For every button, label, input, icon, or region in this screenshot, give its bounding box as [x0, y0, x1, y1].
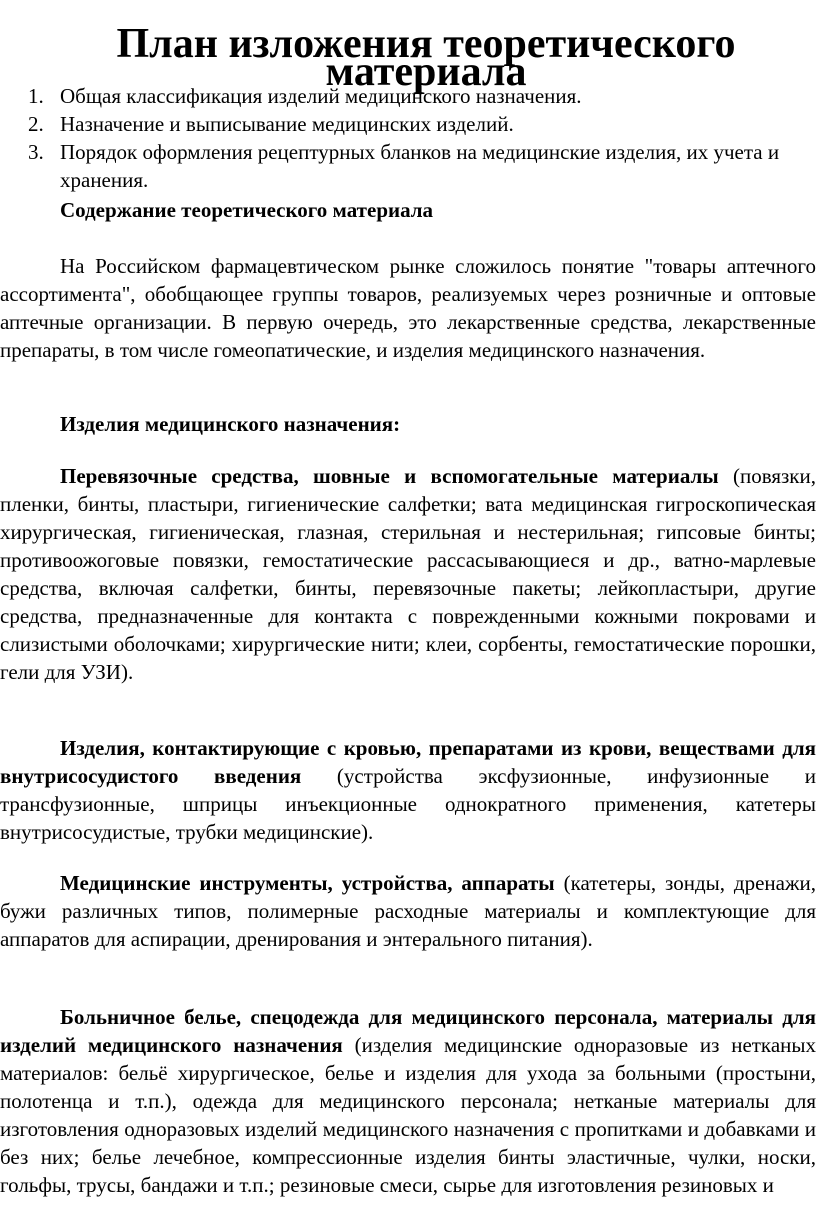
plan-item-number: 3. [28, 140, 44, 164]
group-text: (катетеры, зонды, дренажи, бужи различных типов, полимерные расходные материалы и комплектующие для аппаратов для аспирации, дренирования и энтерального питания). [0, 871, 816, 951]
plan-list [0, 82, 816, 194]
plan-item-text: Назначение и выписывание медицинских изделий. [60, 112, 514, 136]
plan-item [0, 110, 816, 138]
products-heading: Изделия медицинского назначения: [60, 412, 401, 436]
group-text: (повязки, пленки, бинты, пластыри, гигиенические салфетки; вата медицинская гигроскопическая хирургическая, гигиеническая, глазная, стерильная и нестерильная; гипсовые бинты; противоожоговые повязки, гемостатические рассасывающиеся и др., ватно-марлевые средства, включая салфетки, бинты, перевязочные пакеты; лейкопластыри, другие средства, предназначенные для контакта с поврежденными кожными покровами и слизистыми оболочками; хирургические нити; клеи, сорбенты, гемостатические порошки, гели для УЗИ). [0, 464, 816, 684]
page-title: План изложения теоретического материала [116, 21, 736, 95]
group-paragraph-blood-contact [0, 734, 816, 846]
plan-item-number: 2. [28, 112, 44, 136]
plan-item-number: 1. [28, 84, 44, 108]
group-text: (изделия медицинские одноразовые из нетканых материалов: бельё хирургическое, белье и изделия для ухода за больными (простыни, полотенца и т.п.), одежда для медицинского персонала; нетканые материалы для изготовления одноразовых изделий медицинского назначения с пропитками и добавками и без них; белье лечебное, компрессионные изделия бинты эластичные, чулки, носки, гольфы, трусы, бандажи и т.п.; резиновые смеси, сырье для изготовления резиновых и [0, 1033, 816, 1197]
group-paragraph-dressings [0, 462, 816, 686]
plan-item-text: Общая классификация изделий медицинского назначения. [60, 84, 582, 108]
group-text: (устройства эксфузионные, инфузионные и трансфузионные, шприцы инъекционные однократного применения, катетеры внутрисосудистые, трубки медицинские). [0, 764, 816, 844]
content-heading: Содержание теоретического материала [60, 198, 434, 222]
plan-item [0, 82, 816, 110]
intro-paragraph: На Российском фармацевтическом рынке сложилось понятие "товары аптечного ассортимента", обобщающее группы товаров, реализуемых через розничные и оптовые аптечные организации. В первую очередь, это лекарственные средства, лекарственные препараты, в том числе гомеопатические, и изделия медицинского назначения. [0, 254, 816, 362]
group-paragraph-instruments [0, 869, 816, 953]
group-title: Перевязочные средства, шовные и вспомогательные материалы [60, 464, 719, 488]
group-title: Изделия, контактирующие с кровью, препаратами из крови, веществами для внутрисосудистого введения [0, 736, 816, 788]
group-title: Медицинские инструменты, устройства, аппараты [60, 871, 555, 895]
plan-item [0, 138, 816, 194]
group-paragraph-linen [0, 1003, 816, 1199]
plan-item-text: Порядок оформления рецептурных бланков на медицинские изделия, их учета и хранения. [60, 140, 780, 192]
group-title: Больничное белье, спецодежда для медицинского персонала, материалы для изделий медицинского назначения [0, 1005, 816, 1057]
